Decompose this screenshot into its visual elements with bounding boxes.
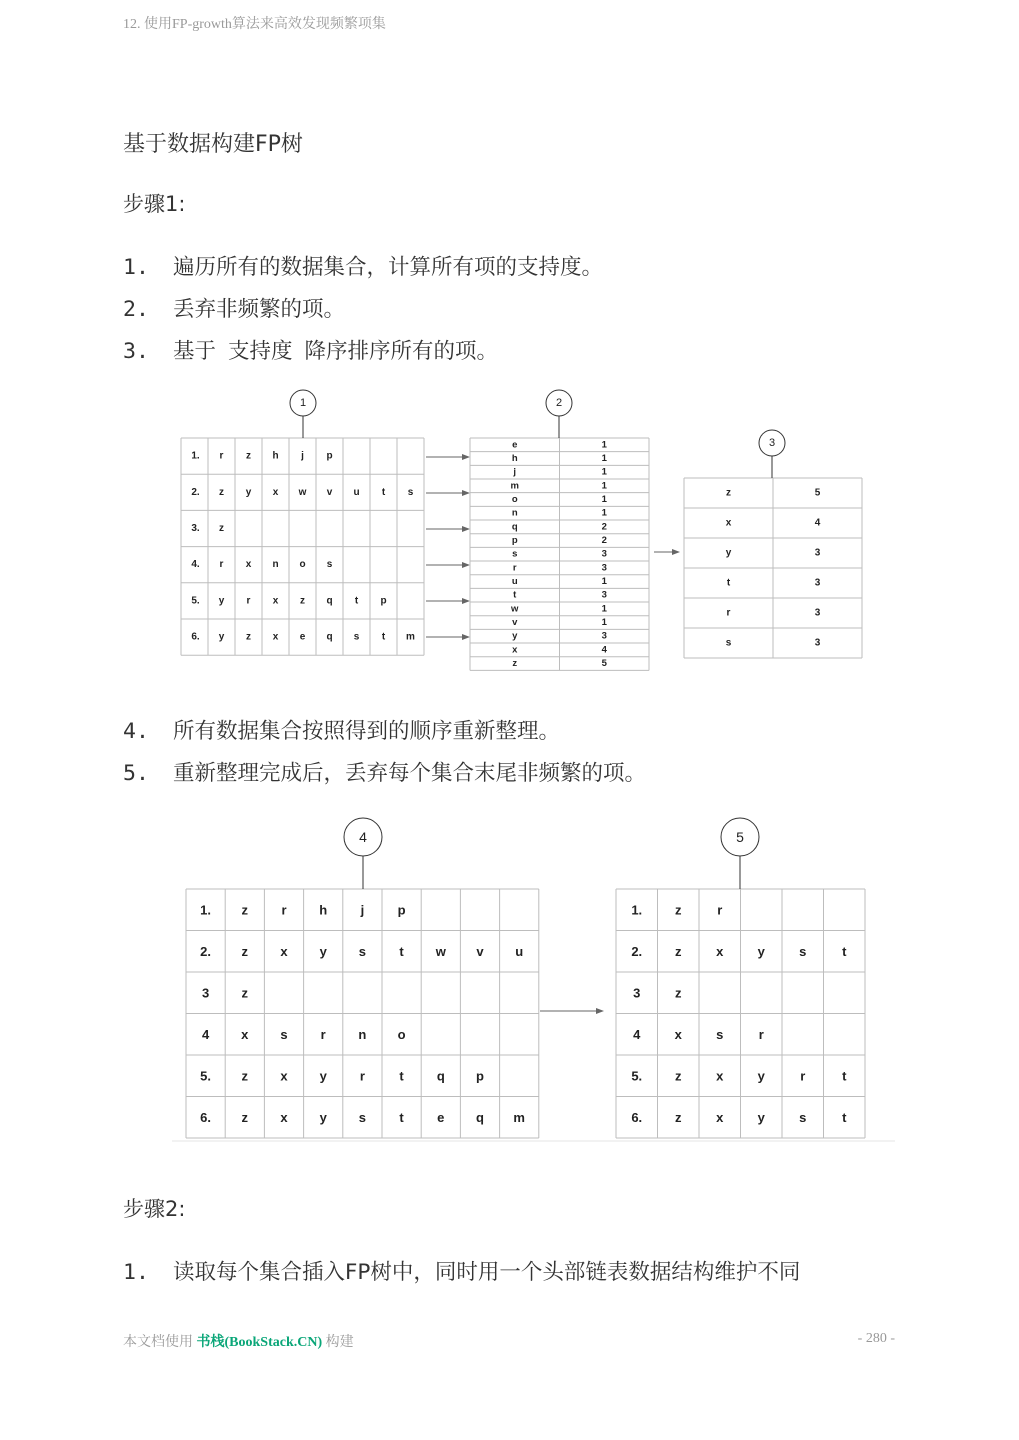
reordered-item: r — [359, 1068, 365, 1084]
list-text: 丢弃非频繁的项。 — [173, 297, 346, 322]
reordered-label: 5. — [200, 1068, 212, 1084]
reordered-item: n — [358, 1026, 367, 1042]
support-count: 1 — [601, 507, 607, 519]
list-text: 读取每个集合插入FP树中，同时用一个头部链表数据结构维护不同 — [173, 1260, 801, 1285]
reordered-label: 6. — [200, 1109, 212, 1125]
reordered-item: t — [399, 1068, 404, 1084]
transaction-label: 4. — [191, 559, 200, 571]
support-count: 5 — [601, 658, 607, 670]
reordered-item: u — [515, 943, 524, 959]
support-item: t — [513, 589, 517, 601]
transaction-item: v — [326, 486, 333, 498]
reordered-item: o — [397, 1026, 406, 1042]
filtered-item: s — [799, 943, 807, 959]
support-item: o — [511, 494, 518, 506]
list-text-before: 基于 — [173, 339, 217, 364]
support-item: q — [511, 521, 518, 533]
list-text: 遍历所有的数据集合，计算所有项的支持度。 — [173, 255, 604, 280]
transaction-item: r — [219, 450, 224, 462]
transaction-item: q — [326, 595, 333, 607]
filtered-item: z — [675, 1109, 682, 1125]
filtered-item: t — [842, 1068, 847, 1084]
support-item: w — [511, 603, 519, 615]
filtered-label: 5. — [631, 1068, 643, 1084]
support-item: r — [512, 562, 517, 574]
filtered-item: z — [675, 985, 682, 1001]
reordered-label: 4 — [201, 1026, 210, 1042]
running-header: 12. 使用FP-growth算法来高效发现频繁项集 — [123, 17, 386, 32]
transaction-arrow-head — [462, 634, 470, 640]
transaction-item: s — [407, 486, 414, 498]
reordered-item: s — [358, 1109, 367, 1125]
reordered-item: x — [280, 943, 288, 959]
transaction-item: j — [301, 450, 304, 462]
frequent-item: z — [726, 487, 731, 499]
frequent-item: y — [725, 547, 732, 559]
reordered-item: z — [241, 943, 249, 959]
reordered-item: y — [319, 1068, 327, 1084]
transaction-item: z — [246, 631, 251, 643]
filtered-label: 1. — [631, 902, 643, 918]
reordered-item: q — [476, 1109, 484, 1125]
filtered-item: z — [675, 902, 682, 918]
reordered-item: m — [513, 1109, 525, 1125]
reordered-item: p — [476, 1068, 484, 1084]
support-count: 1 — [601, 617, 607, 629]
step1-item-4 — [123, 714, 560, 745]
reordered-item: e — [437, 1109, 445, 1125]
frequent-count: 4 — [814, 517, 821, 529]
filtered-item: y — [757, 943, 765, 959]
frequent-item: x — [725, 517, 732, 529]
reordered-item: t — [399, 1109, 404, 1125]
support-count: 2 — [601, 521, 607, 533]
step2-label: 步骤2: — [123, 1197, 186, 1221]
support-item: p — [511, 535, 518, 547]
support-count: 3 — [601, 562, 607, 574]
transaction-item: m — [406, 631, 415, 643]
reordered-item: p — [397, 902, 406, 918]
bookstack-link[interactable]: 书栈(BookStack.CN) — [196, 1335, 323, 1350]
support-item: y — [512, 630, 518, 642]
reordered-item: s — [358, 943, 367, 959]
step1-item-5 — [123, 756, 646, 787]
support-count: 1 — [601, 494, 607, 506]
transaction-item: q — [326, 631, 333, 643]
reordered-item: v — [476, 943, 484, 959]
filtered-label: 4 — [633, 1026, 641, 1042]
filtered-item: y — [757, 1068, 765, 1084]
reordered-item: q — [436, 1068, 445, 1084]
list-text-highlight: 支持度 — [228, 339, 293, 364]
filtered-label: 2. — [631, 943, 643, 959]
reordered-item: t — [399, 943, 404, 959]
filtered-item: z — [675, 943, 682, 959]
list-number: 1. — [123, 1260, 149, 1285]
section-title: 基于数据构建FP树 — [123, 132, 303, 157]
transaction-item: x — [272, 595, 279, 607]
support-item: s — [512, 548, 518, 560]
reordered-item: j — [360, 902, 365, 918]
list-number: 2. — [123, 297, 149, 322]
filtered-item: y — [757, 1109, 765, 1125]
transaction-item: s — [326, 559, 333, 571]
list-number: 3. — [123, 339, 149, 364]
transaction-item: p — [326, 450, 333, 462]
list-number: 5. — [123, 761, 149, 786]
filtered-item: x — [674, 1026, 682, 1042]
transaction-arrow-head — [462, 490, 470, 496]
support-item: z — [512, 658, 518, 670]
support-count: 1 — [601, 453, 607, 465]
reordered-label: 1. — [200, 902, 212, 918]
filtered-item: r — [717, 902, 723, 918]
support-item: e — [512, 439, 518, 451]
frequent-count: 3 — [814, 577, 821, 589]
support-count: 3 — [601, 589, 607, 601]
support-count: 4 — [601, 644, 607, 656]
frequent-count: 3 — [814, 547, 821, 559]
reordered-item: z — [241, 1109, 249, 1125]
reordered-item: r — [320, 1026, 326, 1042]
frequent-item: s — [725, 637, 732, 649]
figure1-marker-2-label: 2 — [555, 397, 563, 409]
reordered-item: z — [241, 902, 249, 918]
filtered-item: z — [675, 1068, 682, 1084]
transaction-label: 6. — [191, 631, 200, 643]
support-item: v — [512, 617, 518, 629]
frequent-count: 3 — [814, 607, 821, 619]
step1-label: 步骤1: — [123, 192, 186, 216]
reordered-item: y — [319, 1109, 327, 1125]
transaction-item: t — [354, 595, 359, 607]
footer-prefix: 本文档使用 — [123, 1335, 193, 1350]
transaction-item: h — [272, 450, 279, 462]
transaction-item: z — [219, 523, 224, 534]
transaction-item: s — [353, 631, 360, 643]
transaction-item: y — [218, 631, 225, 643]
transaction-item: n — [272, 559, 279, 571]
transaction-item: w — [298, 486, 307, 498]
filtered-item: t — [842, 1109, 847, 1125]
support-item: j — [513, 466, 517, 478]
transaction-item: t — [381, 486, 386, 498]
figure1-marker-1-label: 1 — [299, 397, 307, 409]
reordered-item: r — [281, 902, 287, 918]
transaction-arrow-head — [462, 454, 470, 460]
frequent-item: t — [726, 577, 731, 589]
list-text-after: 降序排序所有的项。 — [304, 339, 499, 364]
transaction-arrow-head — [462, 562, 470, 568]
transaction-arrow-head — [462, 598, 470, 604]
reordered-item: x — [280, 1068, 288, 1084]
list-text: 重新整理完成后，丢弃每个集合末尾非频繁的项。 — [173, 761, 647, 786]
support-item: m — [510, 480, 519, 492]
transaction-label: 2. — [191, 486, 200, 498]
filtered-item: x — [716, 1068, 724, 1084]
reordered-label: 2. — [200, 943, 212, 959]
reordered-item: z — [241, 1068, 249, 1084]
transaction-label: 1. — [191, 450, 200, 462]
transaction-item: r — [246, 595, 251, 607]
support-count: 3 — [601, 548, 607, 560]
frequent-item: r — [726, 607, 731, 619]
reordered-item: y — [319, 943, 327, 959]
support-item: x — [512, 644, 518, 656]
transaction-item: o — [299, 559, 306, 571]
figure2-marker-5-label: 5 — [736, 829, 744, 845]
transaction-item: x — [272, 486, 279, 498]
frequent-count: 3 — [814, 637, 821, 649]
reorder-arrow-head — [596, 1008, 604, 1014]
reordered-label: 3 — [201, 985, 210, 1001]
support-count: 2 — [601, 535, 607, 547]
support-count: 1 — [601, 603, 607, 615]
support-count: 1 — [601, 466, 607, 478]
filtered-item: s — [716, 1026, 724, 1042]
transaction-item: u — [353, 486, 360, 498]
support-item: n — [511, 507, 518, 519]
transaction-item: y — [218, 595, 225, 607]
list-text: 所有数据集合按照得到的顺序重新整理。 — [173, 719, 561, 744]
transaction-item: e — [299, 631, 306, 643]
transaction-item: z — [219, 486, 224, 498]
support-count: 1 — [601, 480, 607, 492]
support-count: 1 — [601, 576, 607, 588]
transaction-label: 3. — [191, 523, 200, 534]
transaction-item: x — [272, 631, 279, 643]
page-number: - 280 - — [857, 1331, 895, 1346]
step2-item-1 — [123, 1255, 800, 1286]
filtered-item: r — [800, 1068, 806, 1084]
support-count: 1 — [601, 439, 607, 451]
reordered-item: z — [241, 985, 249, 1001]
reordered-item: x — [241, 1026, 249, 1042]
transaction-item: z — [246, 450, 251, 462]
transaction-item: x — [245, 559, 252, 571]
reordered-item: s — [280, 1026, 288, 1042]
support-item: h — [511, 453, 518, 465]
list-number: 1. — [123, 255, 149, 280]
list-number: 4. — [123, 719, 149, 744]
filtered-label: 6. — [631, 1109, 643, 1125]
filtered-item: x — [716, 943, 724, 959]
transaction-label: 5. — [191, 595, 200, 607]
figure1-marker-3-label: 3 — [768, 437, 776, 449]
reordered-item: h — [319, 902, 328, 918]
support-item: u — [511, 576, 518, 588]
support-count: 3 — [601, 630, 607, 642]
reordered-item: w — [435, 943, 446, 959]
filtered-label: 3 — [633, 985, 641, 1001]
figure2-marker-4-label: 4 — [359, 829, 367, 845]
filtered-item: r — [758, 1026, 764, 1042]
footer-suffix: 构建 — [325, 1335, 354, 1350]
filtered-item: x — [716, 1109, 724, 1125]
transaction-item: p — [380, 595, 387, 607]
transaction-item: t — [381, 631, 386, 643]
transaction-item: z — [300, 595, 305, 607]
footer-credit — [123, 1331, 354, 1351]
transaction-arrow-head — [462, 526, 470, 532]
reordered-item: x — [280, 1109, 288, 1125]
frequent-count: 5 — [814, 487, 821, 499]
transaction-item: y — [245, 486, 252, 498]
transaction-item: r — [219, 559, 224, 571]
filtered-item: t — [842, 943, 847, 959]
filtered-item: s — [799, 1109, 807, 1125]
support-arrow-head — [672, 549, 680, 555]
